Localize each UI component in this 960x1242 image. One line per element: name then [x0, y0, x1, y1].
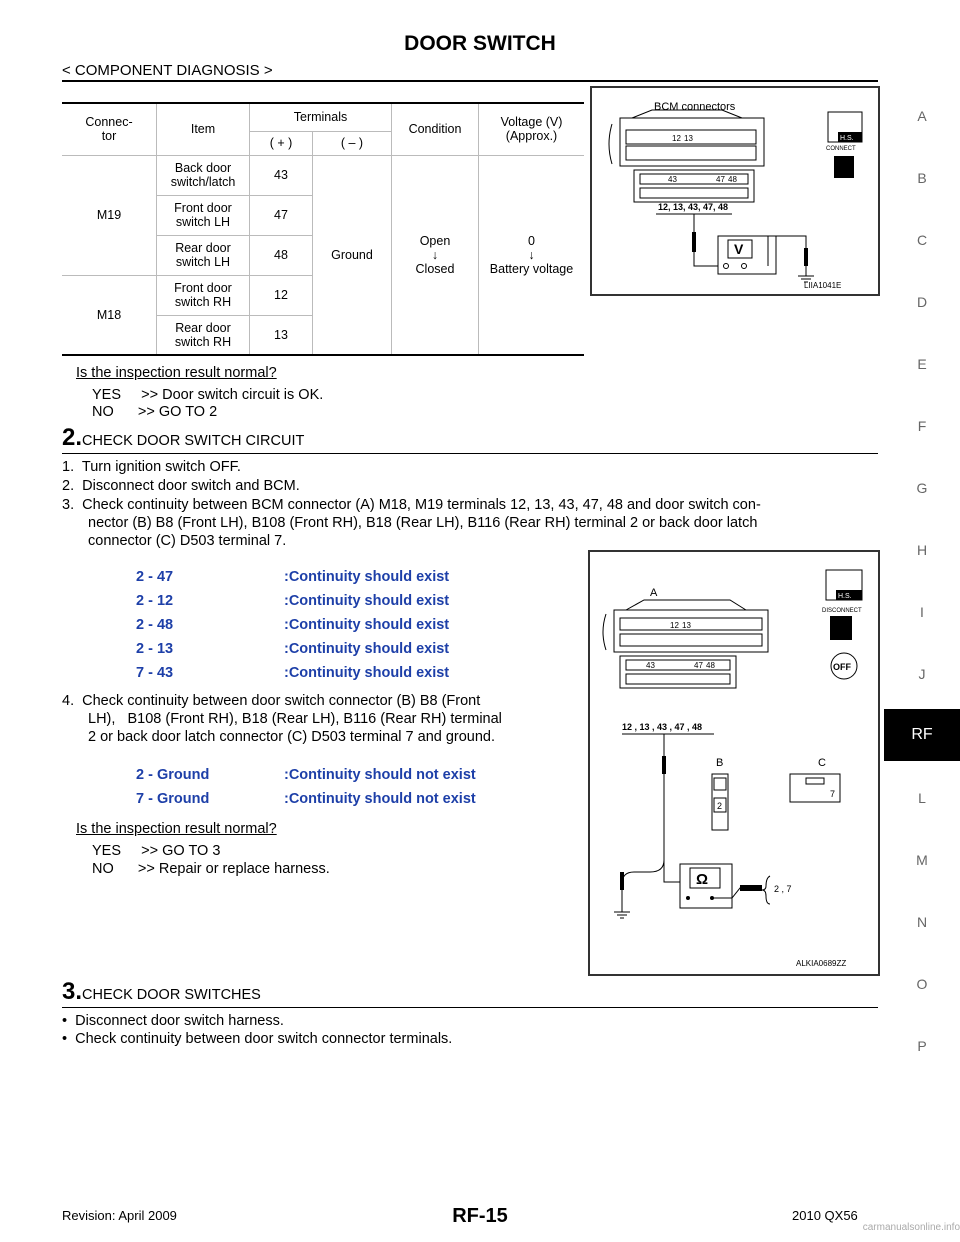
- continuity-pair: 2 - 13: [136, 641, 174, 657]
- connect-label: CONNECT: [826, 146, 856, 152]
- connector-icon: [834, 156, 854, 178]
- tab-a[interactable]: A: [917, 108, 927, 124]
- step-title: CHECK DOOR SWITCHES: [82, 987, 261, 1003]
- pin-2: 2: [717, 801, 723, 811]
- pins-label: 12, 13, 43, 47, 48: [658, 202, 729, 212]
- step-number: 2.: [62, 424, 83, 451]
- continuity-pair: 2 - 48: [136, 617, 174, 633]
- pin-48: 48: [706, 661, 715, 670]
- tab-e[interactable]: E: [917, 356, 927, 372]
- tab-o[interactable]: O: [916, 976, 928, 992]
- step-3-heading: [62, 978, 261, 1006]
- terminal-voltage-table: [62, 102, 584, 356]
- step-2-item-2: 2. Disconnect door switch and BCM.: [62, 478, 300, 494]
- bcm-connector-figure: [590, 86, 880, 296]
- continuity-result: :Continuity should exist: [284, 665, 450, 681]
- pin-13: 13: [682, 621, 691, 630]
- step-3-bullet-1: • Disconnect door switch harness.: [62, 1013, 284, 1029]
- th-item: Item: [157, 103, 250, 155]
- ground-result: :Continuity should not exist: [284, 791, 476, 807]
- step-2-item-4-cont: LH), B108 (Front RH), B18 (Rear LH), B116 (Rear RH) terminal: [88, 711, 502, 727]
- pin-48: 48: [728, 175, 737, 184]
- continuity-pair: 7 - 43: [136, 665, 174, 681]
- pin-12: 12: [670, 621, 679, 630]
- ground-pair: 7 - Ground: [136, 791, 210, 807]
- tab-g[interactable]: G: [916, 480, 928, 496]
- th-terminals: Terminals: [250, 103, 392, 131]
- header-rule: [62, 80, 878, 82]
- pins-label: 12 , 13 , 43 , 47 , 48: [622, 722, 703, 732]
- step-2-item-3-cont: nector (B) B8 (Front LH), B108 (Front RH), B18 (Rear LH), B116 (Rear RH) terminal 2 or back door latch: [88, 515, 758, 531]
- cell-connector: M19: [62, 155, 157, 275]
- section-tabs: [884, 0, 960, 1242]
- hs-label: H.S.: [838, 593, 852, 600]
- cell-terminal: 43: [250, 155, 313, 195]
- pin-43: 43: [668, 175, 677, 184]
- tab-j[interactable]: J: [918, 666, 926, 682]
- step-number: 3.: [62, 978, 83, 1005]
- answer-yes-2: YES >> GO TO 3: [92, 843, 221, 859]
- page-number: RF-15: [452, 1205, 508, 1227]
- cell-item: Rear door switch RH: [157, 315, 250, 355]
- connector-icon: [830, 616, 852, 640]
- continuity-pair: 2 - 12: [136, 593, 174, 609]
- cell-condition: Open ↓ Closed: [392, 155, 479, 355]
- step-3-bullet-2: • Check continuity between door switch connector terminals.: [62, 1031, 453, 1047]
- tab-c[interactable]: C: [916, 232, 928, 248]
- step-2-item-4-cont: 2 or back door latch connector (C) D503 terminal 7 and ground.: [88, 729, 496, 745]
- connector-a-label: A: [650, 587, 658, 599]
- step-rule: [62, 1007, 878, 1008]
- step-2-item-1: 1. Turn ignition switch OFF.: [62, 459, 241, 475]
- tab-b[interactable]: B: [917, 170, 927, 186]
- model-label: 2010 QX56: [792, 1208, 858, 1223]
- connector-b-label: B: [716, 757, 724, 769]
- cell-terminal: 48: [250, 235, 313, 275]
- step-2-item-4: 4. Check continuity between door switch connector (B) B8 (Front: [62, 693, 481, 709]
- tab-rf[interactable]: RF: [884, 709, 960, 761]
- cell-terminal: 12: [250, 275, 313, 315]
- tab-m[interactable]: M: [916, 852, 928, 868]
- cell-item: Back door switch/latch: [157, 155, 250, 195]
- question-1: Is the inspection result normal?: [76, 365, 277, 381]
- tab-i[interactable]: I: [920, 604, 924, 620]
- continuity-pair: 2 - 47: [136, 569, 174, 585]
- cell-connector: M18: [62, 275, 157, 355]
- bcm-connector-diagram: [592, 88, 878, 294]
- figure-title: BCM connectors: [654, 101, 736, 113]
- tab-n[interactable]: N: [916, 914, 928, 930]
- cell-item: Rear door switch LH: [157, 235, 250, 275]
- tab-f[interactable]: F: [917, 418, 927, 434]
- question-2: Is the inspection result normal?: [76, 821, 277, 837]
- page-subtitle: < COMPONENT DIAGNOSIS >: [62, 62, 273, 79]
- step-title: CHECK DOOR SWITCH CIRCUIT: [82, 433, 305, 449]
- circuit-diagram: [590, 552, 878, 974]
- cell-voltage: 0 ↓ Battery voltage: [479, 155, 585, 355]
- cell-terminal: 47: [250, 195, 313, 235]
- pin-43: 43: [646, 661, 655, 670]
- connector-c-label: C: [818, 757, 826, 769]
- tab-p[interactable]: P: [917, 1038, 927, 1054]
- th-plus: ( + ): [250, 131, 313, 155]
- continuity-result: :Continuity should exist: [284, 593, 450, 609]
- tab-h[interactable]: H: [916, 542, 928, 558]
- tab-d[interactable]: D: [916, 294, 928, 310]
- figure-code: ALKIA0689ZZ: [796, 959, 847, 968]
- answer-no-2: NO >> Repair or replace harness.: [92, 861, 330, 877]
- pin-47: 47: [694, 661, 703, 670]
- cell-item: Front door switch RH: [157, 275, 250, 315]
- th-connector: Connec- tor: [62, 103, 157, 155]
- continuity-result: :Continuity should exist: [284, 617, 450, 633]
- watermark: carmanualsonline.info: [862, 1222, 960, 1233]
- off-label: OFF: [833, 662, 851, 672]
- answer-yes-1: YES >> Door switch circuit is OK.: [92, 387, 324, 403]
- revision-label: Revision: April 2009: [62, 1208, 177, 1223]
- ohmmeter-symbol: Ω: [696, 871, 709, 888]
- continuity-result: :Continuity should exist: [284, 641, 450, 657]
- th-condition: Condition: [392, 103, 479, 155]
- step-rule: [62, 453, 878, 454]
- cell-item: Front door switch LH: [157, 195, 250, 235]
- ground-pair: 2 - Ground: [136, 767, 210, 783]
- th-minus: ( – ): [313, 131, 392, 155]
- pin-47: 47: [716, 175, 725, 184]
- step-2-heading: [62, 424, 304, 452]
- tab-l[interactable]: L: [918, 790, 926, 806]
- pin-12: 12: [672, 134, 681, 143]
- cell-terminal: 13: [250, 315, 313, 355]
- hs-label: H.S.: [840, 135, 854, 142]
- disconnect-label: DISCONNECT: [822, 608, 862, 614]
- th-voltage: Voltage (V) (Approx.): [479, 103, 585, 155]
- cell-ground: Ground: [313, 155, 392, 355]
- door-switch-circuit-figure: [588, 550, 880, 976]
- figure-code: LIIA1041E: [804, 281, 842, 290]
- step-2-item-3-cont: connector (C) D503 terminal 7.: [88, 533, 287, 549]
- voltmeter-symbol: V: [734, 241, 744, 257]
- continuity-result: :Continuity should exist: [284, 569, 450, 585]
- step-2-item-3: 3. Check continuity between BCM connector (A) M18, M19 terminals 12, 13, 43, 47, 48 and door switch con-: [62, 497, 761, 513]
- page-title: DOOR SWITCH: [404, 32, 556, 55]
- pin-7: 7: [830, 789, 836, 799]
- probe-label: 2 , 7: [774, 884, 792, 894]
- answer-no-1: NO >> GO TO 2: [92, 404, 218, 420]
- ground-result: :Continuity should not exist: [284, 767, 476, 783]
- pin-13: 13: [684, 134, 693, 143]
